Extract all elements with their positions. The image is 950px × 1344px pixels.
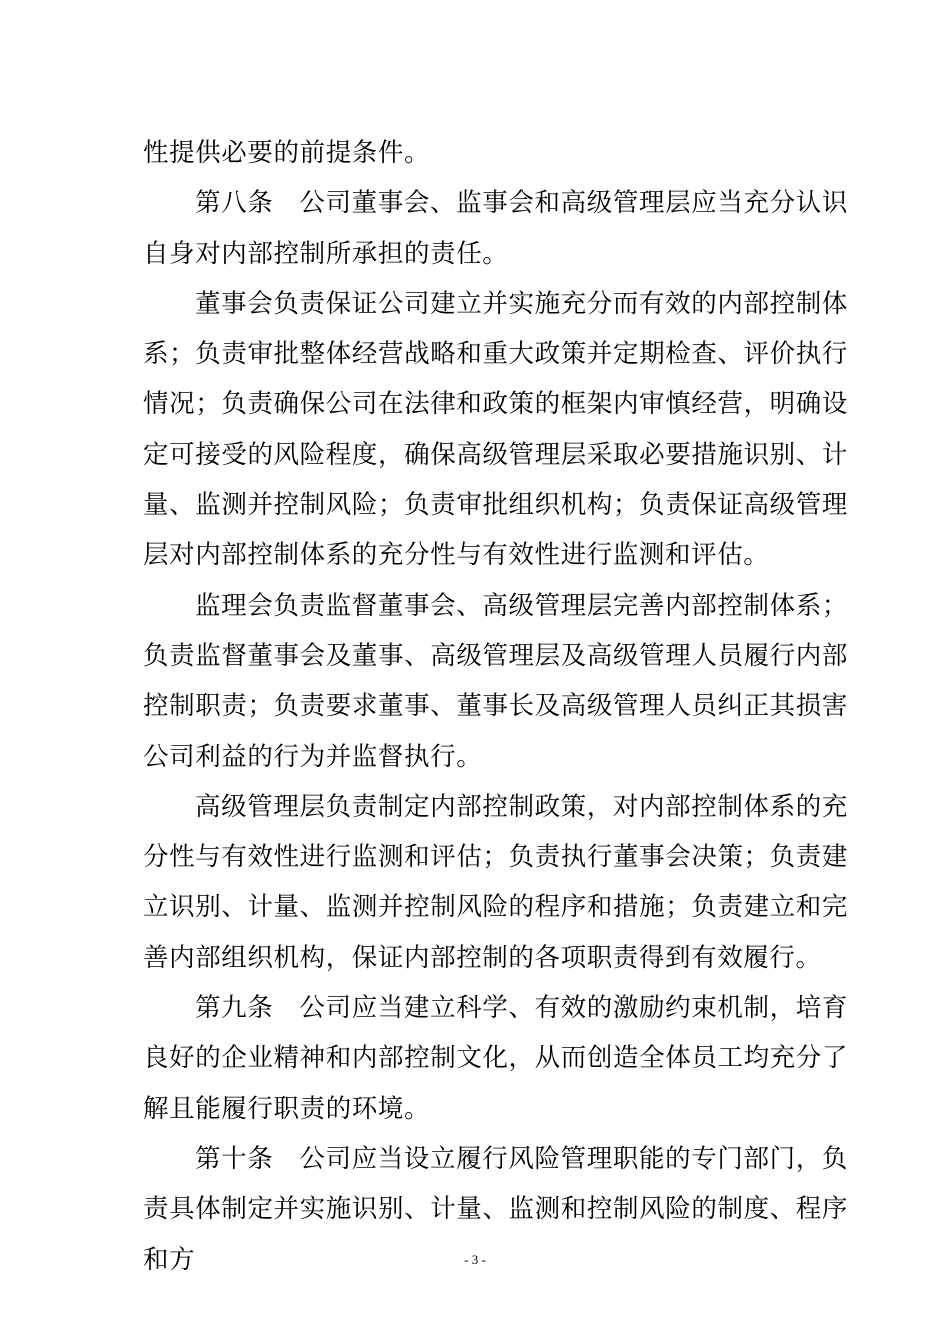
paragraph-text: 性提供必要的前提条件。	[143, 138, 431, 168]
article-label: 第八条	[195, 188, 274, 219]
article-9-paragraph	[143, 983, 848, 1134]
management-duties-paragraph	[143, 782, 848, 983]
paragraph-1	[143, 128, 848, 178]
supervisory-duties-paragraph	[143, 581, 848, 782]
paragraph-text: 监理会负责监督董事会、高级管理层完善内部控制体系；负责监督董事会及董事、高级管理层及高级管理人员履行内部控制职责；负责要求董事、董事长及高级管理人员纠正其损害公司利益的行为并监督执行。	[143, 590, 848, 772]
board-duties-paragraph	[143, 279, 848, 581]
paragraph-text: 高级管理层负责制定内部控制政策，对内部控制体系的充分性与有效性进行监测和评估；负责执行董事会决策；负责建立识别、计量、监测并控制风险的程序和措施；负责建立和完善内部组织机构，保证内部控制的各项职责得到有效履行。	[143, 791, 848, 973]
page-number: - 3 -	[464, 1252, 486, 1267]
document-body	[143, 128, 848, 1285]
article-label: 第九条	[195, 993, 274, 1024]
article-label: 第十条	[195, 1143, 274, 1174]
paragraph-text: 公司董事会、监事会和高级管理层应当充分认识自身对内部控制所承担的责任。	[143, 188, 848, 269]
paragraph-text: 公司应当建立科学、有效的激励约束机制，培育良好的企业精神和内部控制文化，从而创造全体员工均充分了解且能履行职责的环境。	[143, 993, 848, 1124]
article-8-paragraph	[143, 178, 848, 279]
paragraph-text: 公司应当设立履行风险管理职能的专门部门，负责具体制定并实施识别、计量、监测和控制风险的制度、程序和方	[143, 1143, 848, 1275]
paragraph-text: 董事会负责保证公司建立并实施充分而有效的内部控制体系；负责审批整体经营战略和重大政策并定期检查、评价执行情况；负责确保公司在法律和政策的框架内审慎经营，明确设定可接受的风险程度，确保高级管理层采取必要措施识别、计量、监测并控制风险；负责审批组织机构；负责保证高级管理层对内部控制体系的充分性与有效性进行监测和评估。	[143, 288, 848, 571]
